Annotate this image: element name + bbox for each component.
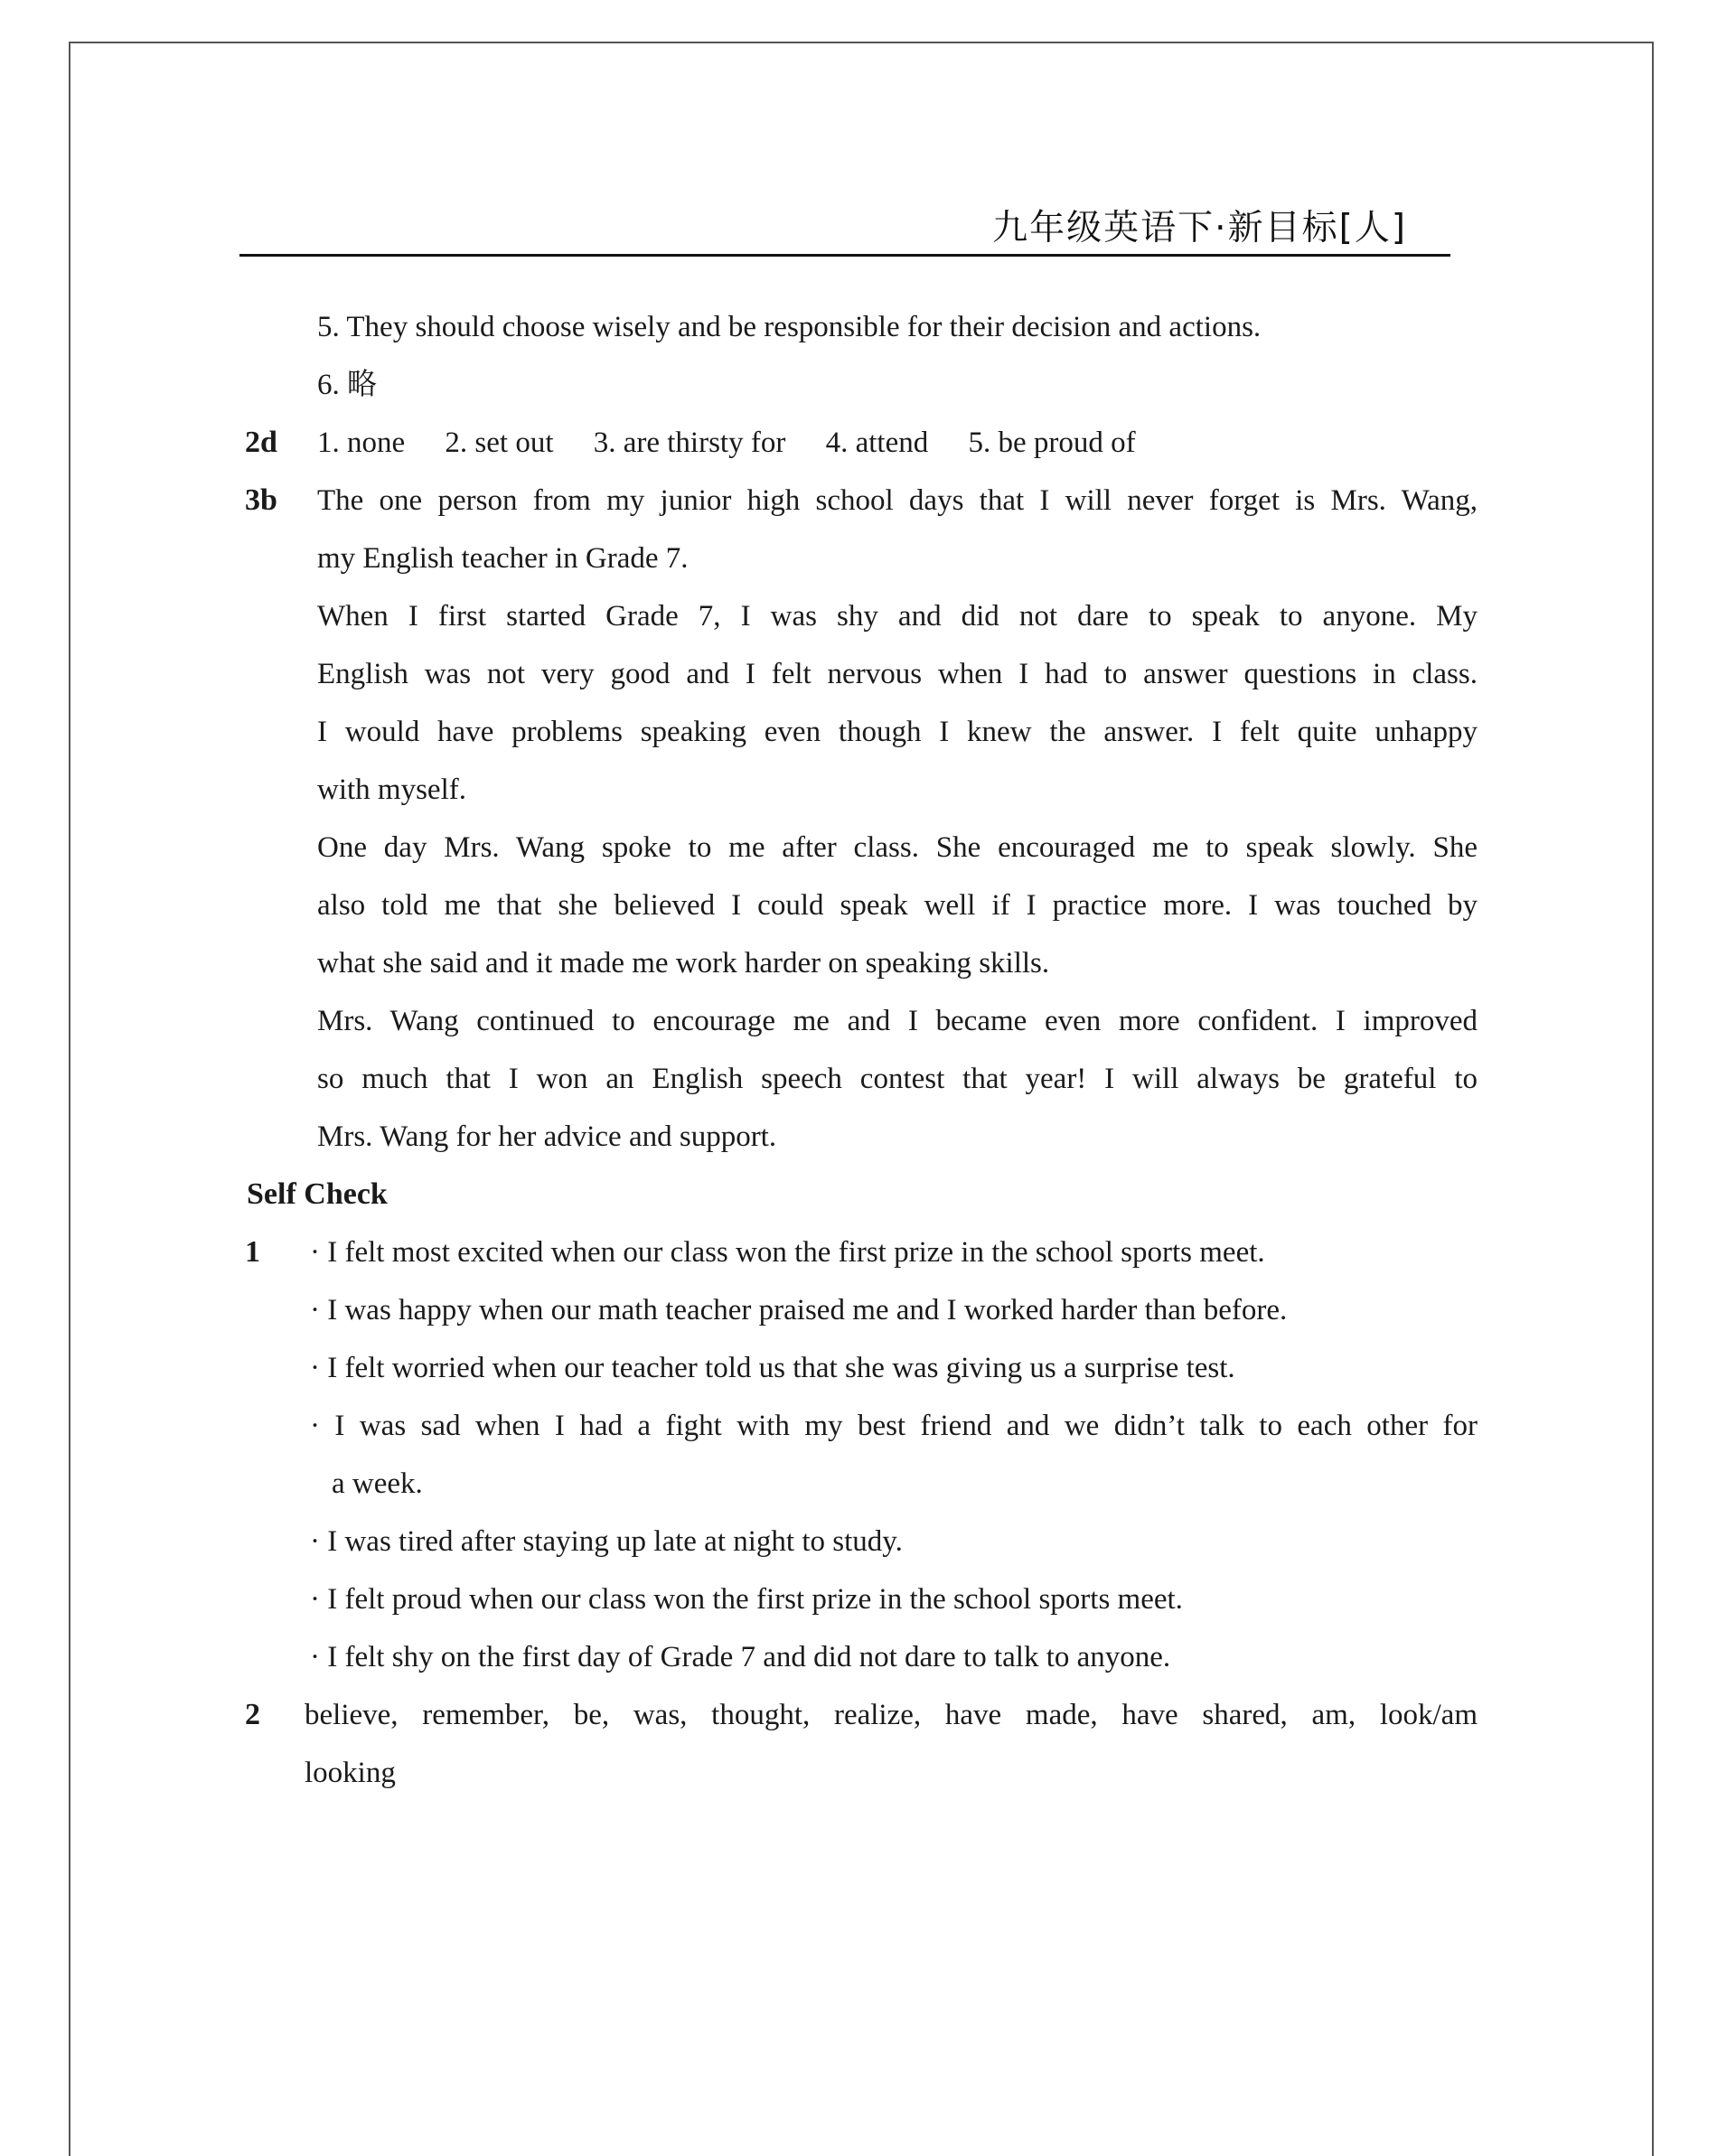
section-2d-answers	[317, 414, 1478, 472]
prev-item-5-text: 5. They should choose wisely and be responsible for their decision and actions.	[317, 311, 1262, 343]
self-check-2-line-2: looking	[305, 1757, 396, 1789]
self-check-heading-row	[239, 1166, 1478, 1223]
answer-2d-4: 4. attend	[825, 427, 929, 459]
self-check-1-line-8: · I felt shy on the first day of Grade 7 and did not dare to talk to anyone.	[310, 1641, 1171, 1673]
section-3b-label: 3b	[245, 483, 277, 517]
self-check-1-label: 1	[245, 1235, 260, 1269]
self-check-1-line-5: a week.	[332, 1467, 423, 1500]
self-check-1-line-2: · I was happy when our math teacher praised me and I worked harder than before.	[310, 1294, 1288, 1326]
essay-line-3: When I first started Grade 7, I was shy and did not dare to speak to anyone. My	[317, 600, 1478, 633]
essay-line-1: The one person from my junior high school days that I will never forget is Mrs. Wang,	[317, 484, 1478, 517]
self-check-1-line-6: · I was tired after staying up late at night to study.	[310, 1525, 903, 1558]
self-check-item-1	[239, 1223, 1478, 1281]
prev-item-5	[239, 298, 1478, 356]
header-title: 九年级英语下·新目标[人]	[992, 208, 1407, 248]
essay-line-8: also told me that she believed I could speak well if I practice more. I was touched by	[317, 889, 1478, 922]
self-check-2-line-1: believe, remember, be, was, thought, realize, have made, have shared, am, look/am	[305, 1699, 1478, 1731]
self-check-1-line-4: · I was sad when I had a fight with my best friend and we didn’t talk to each other for	[310, 1410, 1478, 1442]
answer-2d-2: 2. set out	[445, 427, 554, 459]
answer-2d-5: 5. be proud of	[968, 427, 1136, 459]
self-check-1-line-7: · I felt proud when our class won the first prize in the school sports meet.	[310, 1583, 1183, 1616]
self-check-heading: Self Check	[247, 1177, 388, 1211]
self-check-item-2	[239, 1686, 1478, 1744]
essay-line-10: Mrs. Wang continued to encourage me and I became even more confident. I improved	[317, 1005, 1478, 1037]
answer-2d-1: 1. none	[317, 427, 406, 459]
section-2d	[239, 414, 1478, 472]
section-3b	[239, 472, 1478, 530]
answer-2d-3: 3. are thirsty for	[593, 427, 786, 459]
essay-line-6: with myself.	[317, 773, 466, 806]
prev-item-6-text: 6. 略	[317, 369, 377, 401]
self-check-1-line-1: · I felt most excited when our class won the first prize in the school sports meet.	[310, 1236, 1265, 1269]
page-header	[239, 201, 1450, 257]
essay-line-7: One day Mrs. Wang spoke to me after class. She encouraged me to speak slowly. She	[317, 831, 1478, 864]
essay-line-5: I would have problems speaking even though I knew the answer. I felt quite unhappy	[317, 716, 1478, 748]
essay-line-11: so much that I won an English speech contest that year! I will always be grateful to	[317, 1063, 1478, 1095]
essay-line-4: English was not very good and I felt nervous when I had to answer questions in class.	[317, 658, 1478, 690]
prev-item-6	[239, 356, 1478, 414]
essay-line-2: my English teacher in Grade 7.	[317, 542, 689, 575]
self-check-2-label: 2	[245, 1698, 260, 1731]
section-2d-label: 2d	[245, 426, 277, 459]
essay-line-12: Mrs. Wang for her advice and support.	[317, 1120, 777, 1153]
answer-content	[239, 298, 1478, 1802]
self-check-1-line-3: · I felt worried when our teacher told us that she was giving us a surprise test.	[310, 1352, 1235, 1384]
essay-line-9: what she said and it made me work harder on speaking skills.	[317, 947, 1050, 980]
